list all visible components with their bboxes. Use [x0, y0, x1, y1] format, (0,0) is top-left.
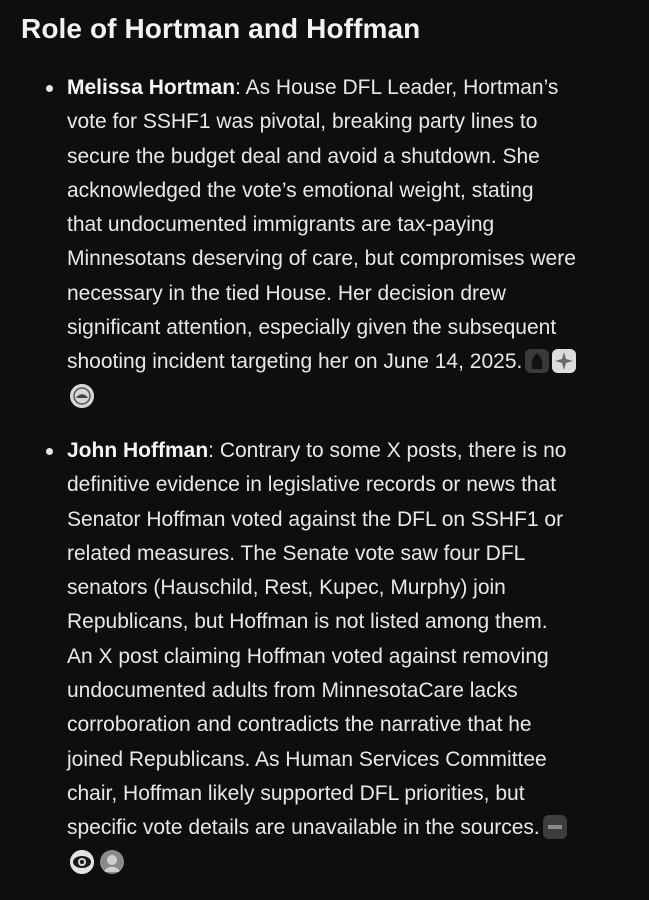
- item-text-line: significant attention, especially given the subsequent: [67, 316, 557, 340]
- item-text-line: An X post claiming Hoffman voted against removing: [67, 644, 549, 668]
- star-source-favicon-icon[interactable]: [552, 349, 576, 373]
- item-name: John Hoffman: [67, 439, 209, 462]
- mnr-source-favicon-icon[interactable]: [543, 815, 567, 839]
- item-text-line: necessary in the tied House. Her decision drew: [67, 281, 506, 305]
- item-text-line: Republicans, but Hoffman is not listed among them.: [67, 610, 548, 634]
- bullet-icon: [46, 448, 53, 455]
- seal-source-favicon-icon[interactable]: [70, 384, 94, 408]
- item-text-line: chair, Hoffman likely supported DFL priorities, but: [67, 781, 525, 805]
- item-text-line: definitive evidence in legislative records or news that: [67, 473, 557, 497]
- item-text-line: that undocumented immigrants are tax-paying: [67, 213, 495, 237]
- item-text-line: corroboration and contradicts the narrative that he: [67, 713, 532, 737]
- item-text-line: vote for SSHF1 was pivotal, breaking party lines to: [67, 110, 538, 134]
- item-text-line: : Contrary to some X posts, there is no: [208, 439, 567, 462]
- item-text-line: undocumented adults from MinnesotaCare lacks: [67, 679, 518, 703]
- section-heading: Role of Hortman and Hoffman: [21, 13, 421, 44]
- item-text-line: specific vote details are unavailable in the sources.: [67, 816, 540, 840]
- item-text-line: acknowledged the vote’s emotional weight, stating: [67, 178, 534, 202]
- item-text-line: related measures. The Senate vote saw four DFL: [67, 541, 526, 565]
- item-text-line: shooting incident targeting her on June 14, 2025.: [67, 350, 523, 374]
- item-text-line: : As House DFL Leader, Hortman’s: [235, 76, 559, 99]
- item-text-line: Minnesotans deserving of care, but compromises were: [67, 247, 576, 271]
- dark-source-favicon-icon[interactable]: [525, 349, 549, 373]
- item-text-line: senators (Hauschild, Rest, Kupec, Murphy) join: [67, 576, 506, 600]
- cbs-eye-source-favicon-icon[interactable]: [70, 850, 94, 874]
- item-name: Melissa Hortman: [67, 76, 236, 99]
- bullet-icon: [46, 85, 53, 92]
- item-text-line: Senator Hoffman voted against the DFL on SSHF1 or: [67, 507, 564, 531]
- item-text-line: joined Republicans. As Human Services Committee: [67, 747, 547, 771]
- portrait-source-favicon-icon[interactable]: [100, 850, 124, 874]
- item-text-line: secure the budget deal and avoid a shutdown. She: [67, 144, 540, 168]
